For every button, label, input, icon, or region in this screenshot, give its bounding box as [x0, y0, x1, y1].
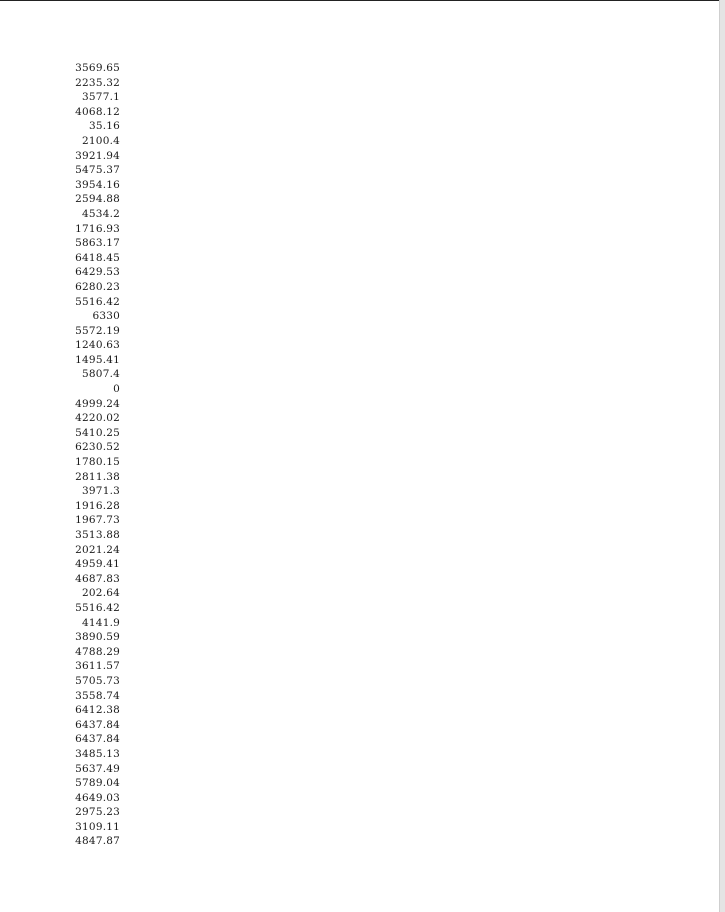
number-row: 6418.45: [75, 251, 120, 264]
number-row: 6412.38: [75, 704, 120, 717]
number-row: 2975.23: [75, 806, 120, 819]
number-row: 3971.3: [82, 485, 120, 498]
number-row: 4959.41: [75, 558, 120, 571]
number-row: 4141.9: [82, 616, 120, 629]
number-row: 2100.4: [82, 134, 120, 147]
number-row: 3954.16: [75, 178, 120, 191]
number-row: 4534.2: [82, 207, 120, 220]
number-row: 1967.73: [75, 514, 120, 527]
number-row: 6437.84: [75, 733, 120, 746]
number-row: 1240.63: [75, 339, 120, 352]
number-row: 3558.74: [75, 689, 120, 702]
number-row: 1716.93: [75, 222, 120, 235]
number-row: 5637.49: [75, 762, 120, 775]
number-row: 3611.57: [75, 660, 120, 673]
number-row: 4999.24: [75, 397, 120, 410]
number-row: 6230.52: [75, 441, 120, 454]
number-row: 5410.25: [75, 426, 120, 439]
number-row: 3109.11: [75, 820, 120, 833]
number-row: 6437.84: [75, 718, 120, 731]
number-row: 3921.94: [75, 149, 120, 162]
number-row: 3577.1: [82, 91, 120, 104]
number-row: 4788.29: [75, 645, 120, 658]
number-row: 2811.38: [75, 470, 120, 483]
number-column: [58, 61, 120, 849]
number-row: 4649.03: [75, 791, 120, 804]
number-row: 4847.87: [75, 835, 120, 848]
number-row: 1916.28: [75, 499, 120, 512]
number-row: 3569.65: [75, 62, 120, 74]
number-row: 5705.73: [75, 674, 120, 687]
number-row: 1495.41: [75, 353, 120, 366]
number-row: 2594.88: [75, 193, 120, 206]
number-row: 2021.24: [75, 543, 120, 556]
number-row: 5863.17: [75, 237, 120, 250]
number-row: 6429.53: [75, 266, 120, 279]
number-row: 3513.88: [75, 529, 120, 541]
number-row: 5475.37: [75, 164, 120, 177]
number-row: 5572.19: [75, 324, 120, 337]
number-row: 3890.59: [75, 631, 120, 644]
number-row: 5516.42: [75, 295, 120, 308]
number-row: 5807.4: [82, 368, 120, 381]
number-row: 6330: [92, 310, 120, 323]
number-row: 4220.02: [75, 412, 120, 425]
number-row: 4687.83: [75, 572, 120, 585]
number-row: 0: [113, 383, 120, 396]
number-row: 4068.12: [75, 105, 120, 118]
number-row: 5789.04: [75, 777, 120, 790]
number-row: 3485.13: [75, 747, 120, 760]
page-edge: [719, 0, 725, 912]
number-row: 202.64: [82, 587, 120, 600]
number-row: 35.16: [88, 120, 120, 133]
number-row: 1780.15: [75, 456, 120, 469]
number-row: 5516.42: [75, 601, 120, 614]
number-row: 2235.32: [75, 76, 120, 89]
number-row: 6280.23: [75, 280, 120, 293]
